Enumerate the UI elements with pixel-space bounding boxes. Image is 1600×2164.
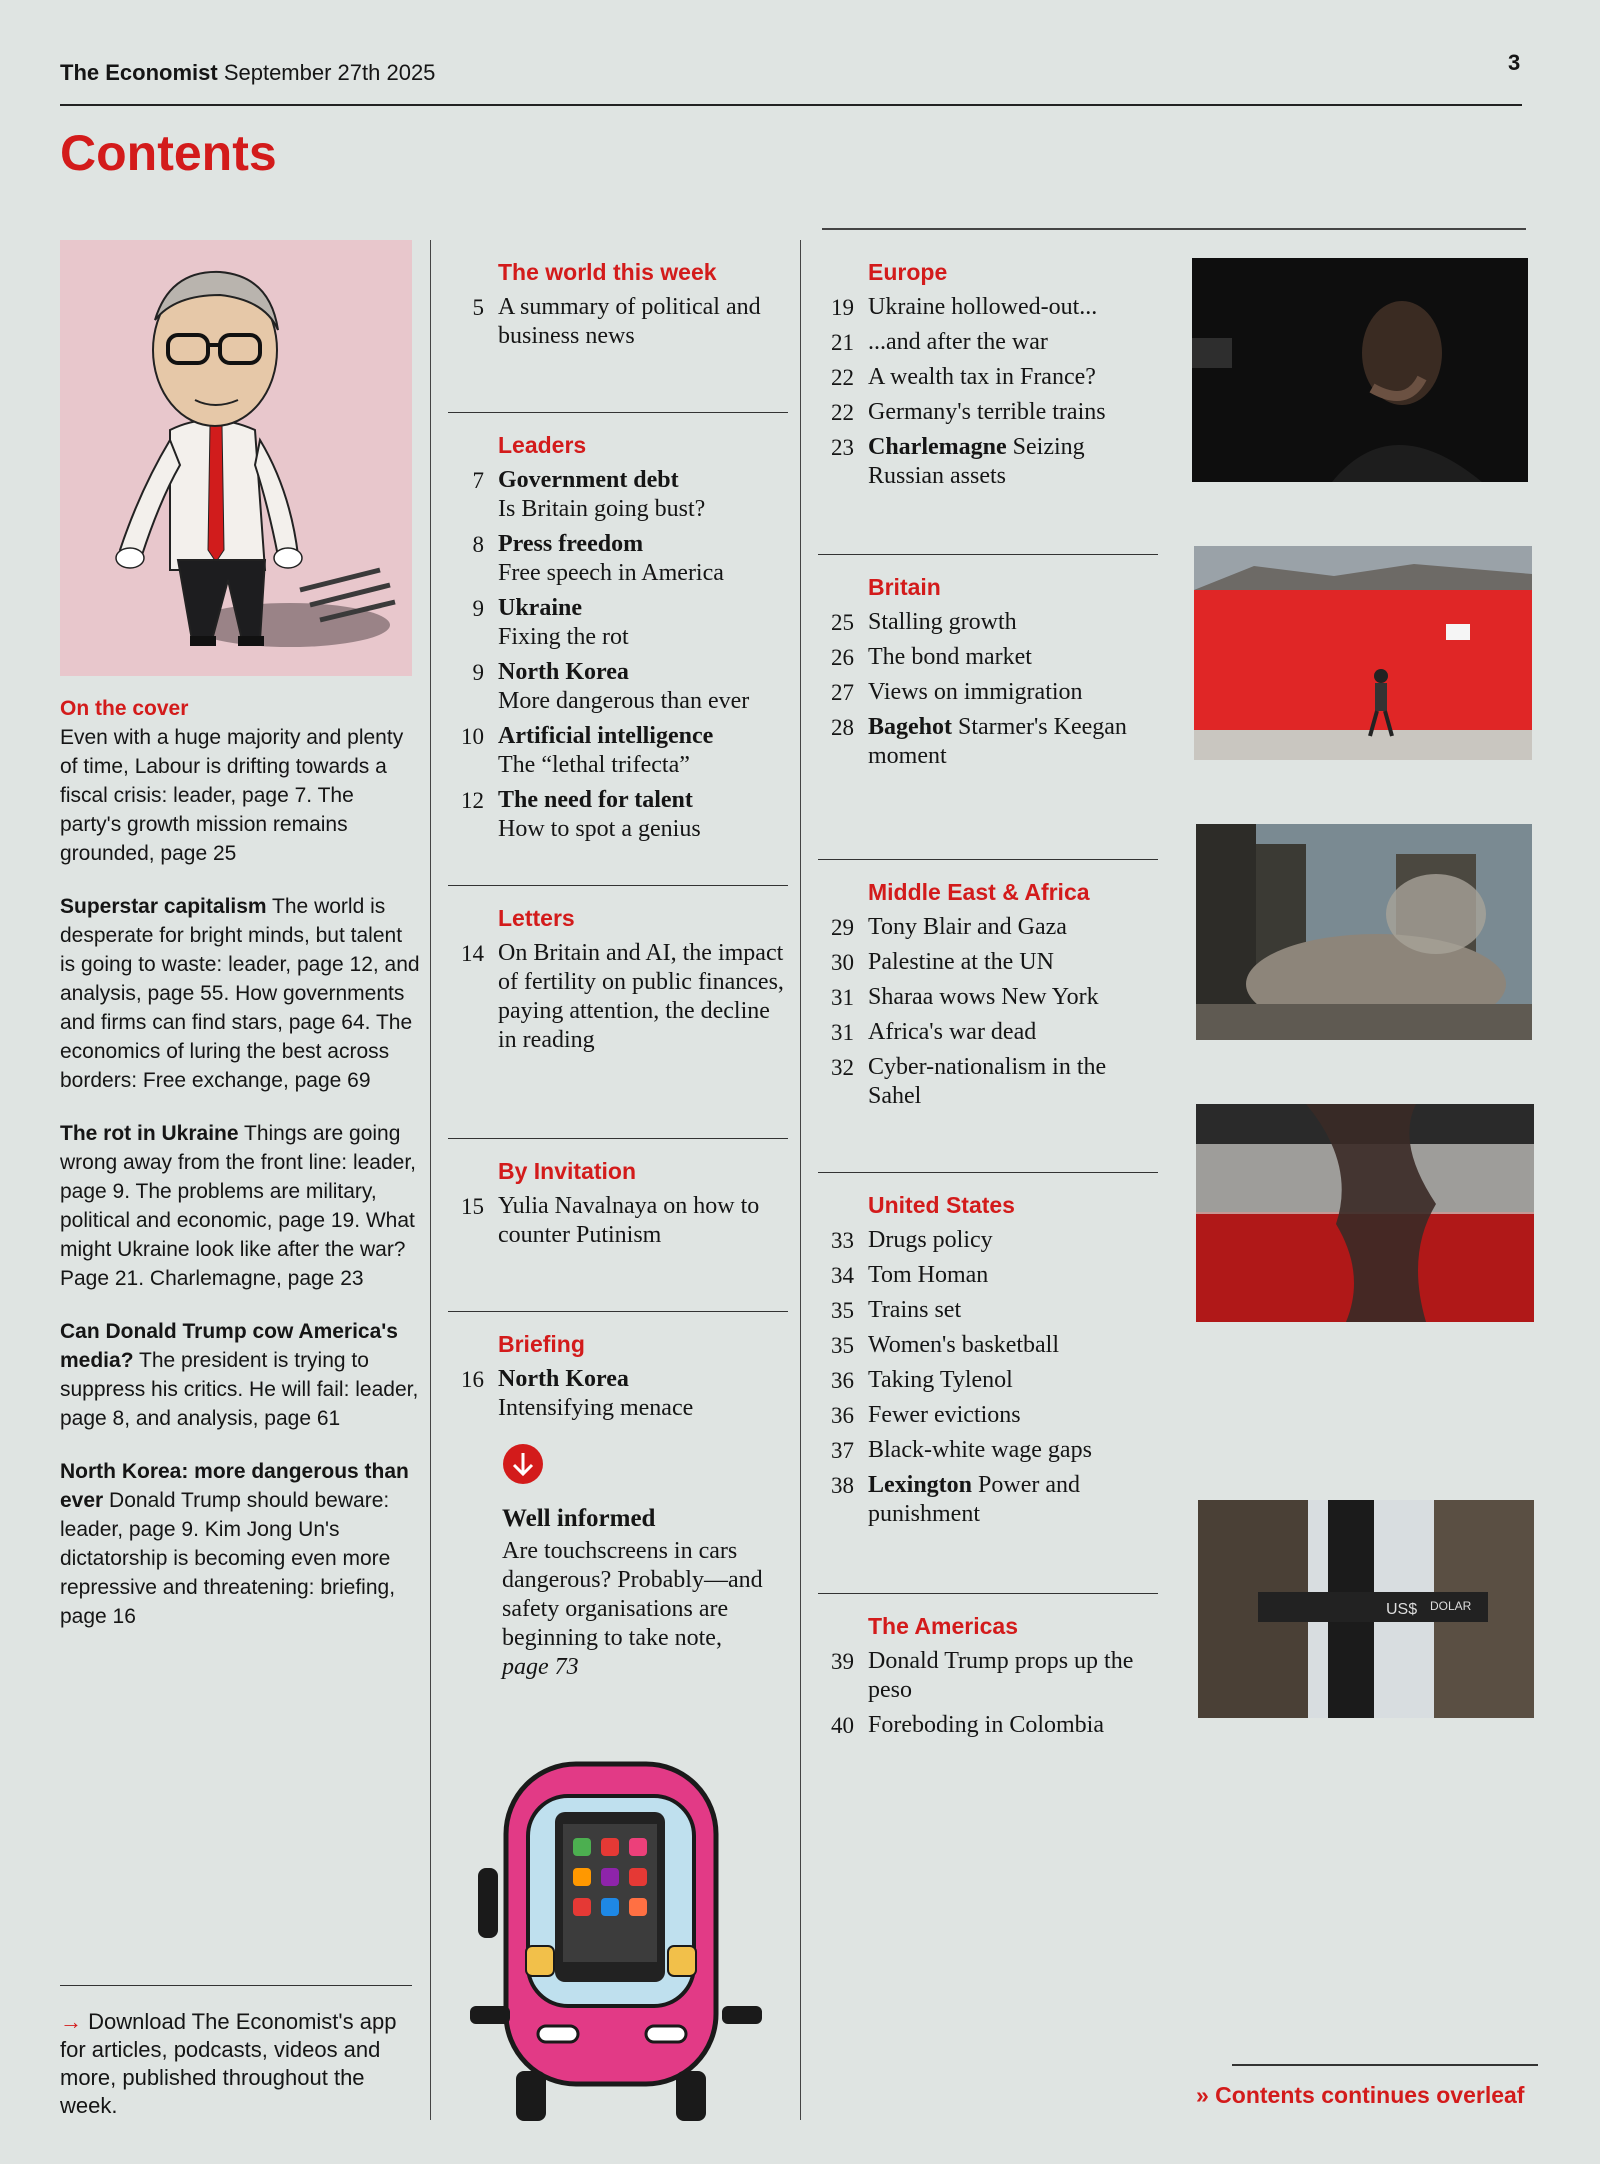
blurb-lead: Superstar capitalism [60, 895, 267, 918]
toc-entry[interactable] [448, 939, 788, 1055]
entry-page-number: 30 [831, 950, 854, 975]
entry-page-number: 36 [831, 1403, 854, 1428]
entry-page-number: 40 [831, 1713, 854, 1738]
toc-section [448, 886, 788, 1139]
entry-page-number: 5 [472, 295, 484, 320]
entry-page-number: 23 [831, 435, 854, 460]
entry-description: Seizing Russian assets [868, 434, 1085, 489]
well-informed-page: page 73 [502, 1654, 579, 1680]
entry-text [868, 983, 1158, 1012]
entry-description: Foreboding in Colombia [868, 1712, 1104, 1738]
entry-text [868, 678, 1158, 707]
toc-entry[interactable] [818, 293, 1158, 322]
well-informed-text: Are touchscreens in cars dangerous? Probably—and safety organisations are beginning to take note, [502, 1538, 763, 1651]
toc-entry[interactable] [448, 530, 788, 588]
toc-entry[interactable] [818, 608, 1158, 637]
entry-text [868, 363, 1158, 392]
entry-text [868, 1471, 1158, 1529]
entry-text [868, 398, 1158, 427]
toc-entry[interactable] [818, 398, 1158, 427]
download-text: Download The Economist's app for articles, podcasts, videos and more, published throughout the week. [60, 2009, 397, 2118]
entry-page-number: 15 [461, 1194, 484, 1219]
section-title: Europe [868, 259, 948, 285]
united-states-photo [1196, 1104, 1534, 1322]
entry-description: Intensifying menace [498, 1395, 694, 1421]
entry-description: On Britain and AI, the impact of fertility on public finances, paying attention, the decline in reading [498, 940, 784, 1053]
entry-text [868, 1401, 1158, 1430]
entry-description: Trains set [868, 1297, 962, 1323]
toc-entry[interactable] [818, 1711, 1158, 1740]
entry-page-number: 35 [831, 1298, 854, 1323]
entry-page-number: 22 [831, 400, 854, 425]
toc-section [818, 1173, 1158, 1594]
entry-page-number: 37 [831, 1438, 854, 1463]
entry-page-number: 27 [831, 680, 854, 705]
entry-page-number: 28 [831, 715, 854, 740]
entry-description: Drugs policy [868, 1227, 993, 1253]
entry-page-number: 21 [831, 330, 854, 355]
toc-entry[interactable] [818, 1053, 1158, 1111]
entry-text [868, 608, 1158, 637]
section-title: The Americas [868, 1613, 1018, 1639]
toc-entry[interactable] [448, 466, 788, 524]
toc-entry[interactable] [818, 983, 1158, 1012]
entry-bold: Artificial intelligence [498, 723, 714, 749]
toc-section [448, 1312, 788, 1464]
entry-text [868, 643, 1158, 672]
section-title: Britain [868, 574, 941, 600]
entry-description: How to spot a genius [498, 816, 701, 842]
americas-photo [1198, 1500, 1534, 1718]
entry-description: Yulia Navalnaya on how to counter Putinism [498, 1193, 760, 1248]
toc-section [448, 413, 788, 886]
entry-text [868, 293, 1158, 322]
masthead [60, 60, 435, 86]
toc-entry[interactable] [818, 1401, 1158, 1430]
download-app-link[interactable] [60, 2008, 412, 2120]
masthead-date: September 27th 2025 [223, 60, 436, 85]
toc-entry[interactable] [448, 722, 788, 780]
entry-page-number: 7 [472, 468, 484, 493]
section-title: Briefing [498, 1331, 585, 1357]
entry-text [868, 1226, 1158, 1255]
entry-description: Fewer evictions [868, 1402, 1021, 1428]
entry-description: Cyber-nationalism in the Sahel [868, 1054, 1107, 1109]
entry-page-number: 16 [461, 1367, 484, 1392]
entry-text [498, 594, 788, 652]
section-title: Letters [498, 905, 575, 931]
toc-section [818, 555, 1158, 860]
toc-entry[interactable] [818, 1331, 1158, 1360]
entry-page-number: 38 [831, 1473, 854, 1498]
entry-description: A wealth tax in France? [868, 364, 1096, 390]
entry-page-number: 31 [831, 985, 854, 1010]
entry-description: Donald Trump props up the peso [868, 1648, 1134, 1703]
entry-page-number: 9 [472, 596, 484, 621]
cover-stories [60, 694, 420, 1655]
toc-entry[interactable] [818, 1366, 1158, 1395]
entry-text [498, 658, 788, 716]
section-title: The world this week [498, 259, 717, 285]
entry-bold: Lexington [868, 1472, 973, 1498]
entry-bold: The need for talent [498, 787, 693, 813]
entry-bold: Press freedom [498, 531, 644, 557]
column-divider [430, 240, 431, 2120]
cover-blurb [60, 1457, 420, 1631]
toc-entry[interactable] [818, 1261, 1158, 1290]
toc-entry[interactable] [818, 328, 1158, 357]
entry-description: Free speech in America [498, 560, 724, 586]
entry-description: Taking Tylenol [868, 1367, 1013, 1393]
entry-description: The bond market [868, 644, 1032, 670]
toc-entry[interactable] [818, 1018, 1158, 1047]
page-title: Contents [60, 125, 277, 181]
toc-entry[interactable] [818, 1226, 1158, 1255]
section-title: United States [868, 1192, 1015, 1218]
entry-text [868, 1331, 1158, 1360]
entry-description: Germany's terrible trains [868, 399, 1106, 425]
column-divider [800, 240, 801, 2120]
cover-blurb [60, 892, 420, 1095]
entry-page-number: 39 [831, 1649, 854, 1674]
masthead-brand: The Economist [60, 60, 218, 85]
entry-text [498, 939, 788, 1055]
entry-description: Palestine at the UN [868, 949, 1054, 975]
blurb-lead: The rot in Ukraine [60, 1122, 239, 1145]
sign-usd: US$ [1386, 1601, 1418, 1618]
entry-text [498, 1192, 788, 1250]
entry-text [498, 530, 788, 588]
toc-entry[interactable] [818, 948, 1158, 977]
toc-entry[interactable] [818, 643, 1158, 672]
toc-section [448, 1139, 788, 1312]
blurb-text: Things are going wrong away from the front line: leader, page 9. The problems are military, political and economic, page 19. What might Ukraine look like after the war? Page 21. Charlemagne, page 23 [60, 1122, 417, 1290]
toc-middle-column [448, 240, 788, 1464]
entry-description: Africa's war dead [868, 1019, 1037, 1045]
entry-description: Sharaa wows New York [868, 984, 1099, 1010]
entry-description: Views on immigration [868, 679, 1083, 705]
europe-photo [1192, 258, 1528, 482]
entry-text [868, 1261, 1158, 1290]
entry-description: Ukraine hollowed-out... [868, 294, 1098, 320]
toc-entry[interactable] [448, 1365, 788, 1423]
toc-entry[interactable] [818, 678, 1158, 707]
top-rule [60, 104, 1522, 106]
entry-description: Tom Homan [868, 1262, 989, 1288]
blurb-lead: Can Donald Trump cow America's media? [60, 1320, 398, 1372]
entry-description: Power and punishment [868, 1472, 1080, 1527]
on-the-cover-heading: On the cover [60, 697, 189, 720]
entry-page-number: 35 [831, 1333, 854, 1358]
toc-section [818, 1594, 1158, 1826]
cover-blurb [60, 1119, 420, 1293]
cover-blurb [60, 723, 420, 868]
entry-text [868, 1018, 1158, 1047]
toc-section [818, 860, 1158, 1173]
entry-text [498, 722, 788, 780]
entry-bold: North Korea [498, 659, 629, 685]
toc-entry[interactable] [818, 433, 1158, 491]
entry-text [868, 1436, 1158, 1465]
entry-page-number: 26 [831, 645, 854, 670]
blurb-lead: North Korea: more dangerous than ever [60, 1460, 409, 1512]
entry-text [498, 786, 788, 844]
entry-description: Tony Blair and Gaza [868, 914, 1067, 940]
down-arrow-icon [503, 1444, 543, 1484]
entry-description: Stalling growth [868, 609, 1017, 635]
entry-text [868, 948, 1158, 977]
continues-rule [1232, 2064, 1538, 2066]
arrow-right-icon: → [60, 2009, 82, 2034]
entry-description: Black-white wage gaps [868, 1437, 1092, 1463]
section-title: Leaders [498, 432, 587, 458]
well-informed [502, 1504, 802, 1682]
toc-entry[interactable] [818, 713, 1158, 771]
entry-page-number: 33 [831, 1228, 854, 1253]
entry-text [868, 1053, 1158, 1111]
entry-page-number: 12 [461, 788, 484, 813]
car-illustration [470, 1756, 770, 2126]
entry-page-number: 22 [831, 365, 854, 390]
entry-description: Starmer's Keegan moment [868, 714, 1127, 769]
entry-page-number: 9 [472, 660, 484, 685]
blurb-text: Even with a huge majority and plenty of time, Labour is drifting towards a fiscal crisis: leader, page 7. The party's growth mission remains grounded, page 25 [60, 726, 404, 865]
entry-page-number: 8 [472, 532, 484, 557]
download-rule [60, 1985, 412, 1986]
entry-text [868, 913, 1158, 942]
middle-east-photo [1196, 824, 1532, 1040]
entry-description: A summary of political and business news [498, 294, 761, 349]
blurb-text: Donald Trump should beware: leader, page 9. Kim Jong Un's dictatorship is becoming even more repressive and threatening: briefing, page 16 [60, 1489, 396, 1628]
entry-bold: Government debt [498, 467, 679, 493]
toc-entry[interactable] [818, 1647, 1158, 1705]
toc-entry[interactable] [818, 1436, 1158, 1465]
blurb-text: The world is desperate for bright minds, but talent is going to waste: leader, page 12, and analysis, page 55. How governments and firms can find stars, page 64. The economics of luring the best across borders: Free exchange, page 69 [60, 895, 420, 1092]
entry-text [868, 713, 1158, 771]
entry-page-number: 19 [831, 295, 854, 320]
entry-description: More dangerous than ever [498, 688, 750, 714]
cover-blurb [60, 1317, 420, 1433]
entry-bold: North Korea [498, 1366, 629, 1392]
section-rule [822, 228, 1526, 230]
toc-entry[interactable] [818, 363, 1158, 392]
entry-description: The “lethal trifecta” [498, 752, 690, 778]
toc-entry[interactable] [448, 658, 788, 716]
toc-section [818, 240, 1158, 555]
section-title: Middle East & Africa [868, 879, 1090, 905]
section-title: By Invitation [498, 1158, 637, 1184]
well-informed-heading: Well informed [502, 1505, 656, 1532]
entry-text [868, 1647, 1158, 1705]
entry-bold: Bagehot [868, 714, 952, 740]
entry-page-number: 14 [461, 941, 484, 966]
toc-entry[interactable] [448, 594, 788, 652]
cover-illustration [60, 240, 412, 676]
entry-bold: Ukraine [498, 595, 582, 621]
sign-dolar: DOLAR [1430, 1599, 1472, 1613]
entry-bold: Charlemagne [868, 434, 1007, 460]
entry-text [868, 1366, 1158, 1395]
toc-entry[interactable] [448, 293, 788, 351]
entry-page-number: 34 [831, 1263, 854, 1288]
entry-description: Fixing the rot [498, 624, 629, 650]
entry-description: ...and after the war [868, 329, 1048, 355]
entry-page-number: 29 [831, 915, 854, 940]
entry-text [868, 328, 1158, 357]
entry-page-number: 31 [831, 1020, 854, 1045]
britain-photo [1194, 546, 1532, 760]
toc-entry[interactable] [818, 913, 1158, 942]
entry-page-number: 25 [831, 610, 854, 635]
contents-continues-link[interactable]: » Contents continues overleaf [1196, 2082, 1525, 2108]
toc-section [448, 240, 788, 413]
toc-entry[interactable] [448, 786, 788, 844]
toc-entry[interactable] [818, 1471, 1158, 1529]
entry-text [868, 433, 1158, 491]
entry-text [498, 466, 788, 524]
page-number: 3 [1508, 50, 1521, 75]
entry-text [868, 1711, 1158, 1740]
entry-text [498, 293, 788, 351]
entry-page-number: 32 [831, 1055, 854, 1080]
entry-text [868, 1296, 1158, 1325]
toc-entry[interactable] [448, 1192, 788, 1250]
entry-description: Is Britain going bust? [498, 496, 706, 522]
entry-page-number: 36 [831, 1368, 854, 1393]
entry-text [498, 1365, 788, 1423]
entry-page-number: 10 [461, 724, 484, 749]
toc-right-column [818, 240, 1158, 1826]
toc-entry[interactable] [818, 1296, 1158, 1325]
entry-description: Women's basketball [868, 1332, 1060, 1358]
blurb-text: The president is trying to suppress his critics. He will fail: leader, page 8, and analysis, page 61 [60, 1349, 419, 1430]
